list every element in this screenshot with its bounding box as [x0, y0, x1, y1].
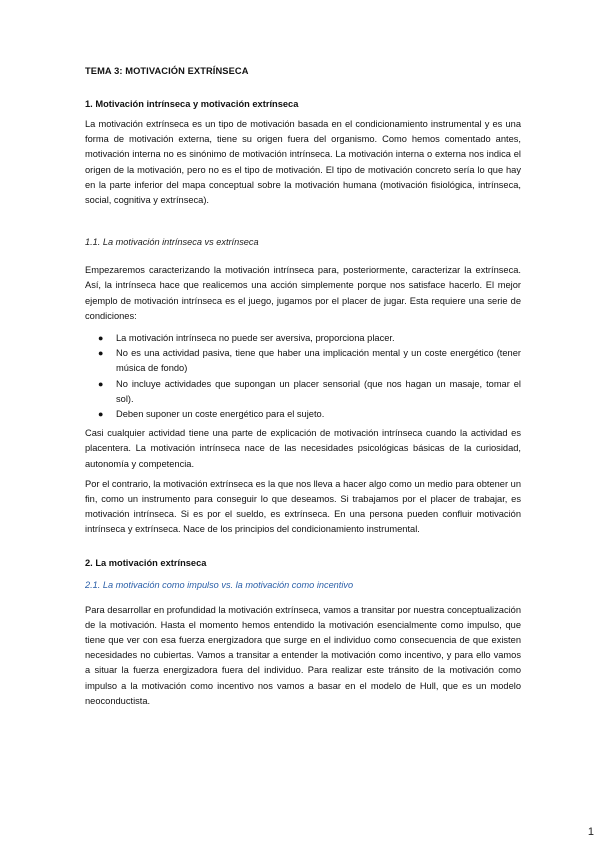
- conditions-list: [85, 331, 521, 422]
- document-content: [85, 66, 521, 709]
- list-item: ● No es una actividad pasiva, tiene que haber una implicación mental y un coste energético (tener música de fondo): [98, 348, 521, 374]
- section-1-heading: 1. Motivación intrínseca y motivación extrínseca: [85, 99, 299, 109]
- section-2-paragraph: Para desarrollar en profundidad la motivación extrínseca, vamos a transitar por nuestra conceptualización de la motivación. Hasta el momento hemos entendido la motivación esencialmente como impulso, que tiene que ver con esa fuerza energizadora que surge en el individuo como consecuencia de que existen necesidades no cubiertas. Vamos a transitar a entender la motivación como incentivo, y para ello vamos a situar la fuerza energizadora fuera del individuo. Para realizar este tránsito de la motivación como impulso a la motivación como incentivo nos vamos a basar en el modelo de Hull, que es un modelo neoconductista.: [85, 604, 521, 706]
- subsection-1-1-paragraph-3: Por el contrario, la motivación extrínseca es la que nos lleva a hacer algo como un medio para obtener un fin, como un instrumento para conseguir lo que deseamos. Si trabajamos por el placer de trabajar, es motivación intrínseca. Si es por el sueldo, es extrínseca. En una persona pueden confluir motivación intrínseca y extrínseca. Nace de los principios del condicionamiento instrumental.: [85, 478, 521, 535]
- bullet-icon: ●: [98, 348, 104, 359]
- list-item: ● La motivación intrínseca no puede ser aversiva, proporciona placer.: [85, 331, 521, 346]
- bullet-icon: ●: [98, 333, 104, 344]
- subsection-2-1-heading: 2.1. La motivación como impulso vs. la motivación como incentivo: [85, 579, 354, 590]
- subsection-1-1-paragraph-2: Casi cualquier actividad tiene una parte de explicación de motivación intrínseca cuando la actividad es placentera. La motivación intrínseca nace de las necesidades psicológicas básicas de la curiosidad, autonomía y competencia.: [85, 428, 521, 469]
- section-2-heading: 2. La motivación extrínseca: [85, 557, 207, 568]
- list-item: ● No incluye actividades que supongan un placer sensorial (que nos hagan un masaje, tomar el sol).: [98, 378, 521, 404]
- bullet-icon: ●: [98, 409, 104, 420]
- bullet-icon: ●: [98, 378, 104, 389]
- subsection-1-1-paragraph-1: Empezaremos caracterizando la motivación intrínseca para, posteriormente, caracterizar la extrínseca. Así, la intrínseca hace que realicemos una acción simplemente porque nos satisface hacerlo. El mejor ejemplo de motivación intrínseca es el juego, jugamos por el placer de jugar. Esta requiere una serie de condiciones:: [85, 265, 521, 321]
- page-number: 1: [587, 826, 594, 838]
- list-item: ● Deben suponer un coste energético para el sujeto.: [85, 407, 521, 422]
- subsection-1-1-heading: 1.1. La motivación intrínseca vs extrínseca: [85, 237, 259, 248]
- section-1-paragraph: La motivación extrínseca es un tipo de motivación basada en el condicionamiento instrumental y es una forma de motivación externa, tiene su origen fuera del organismo. Como hemos comentado antes, motivación interna no es sinónimo de motivación intrínseca. La motivación interna o externa nos indica el origen de la motivación, pero no es el tipo de motivación. El tipo de motivación concreto sería lo que hay en la parte inferior del mapa conceptual sobre la motivación humana (motivación fisiológica, intrínseca, social, cognitiva y extrínseca).: [85, 119, 521, 206]
- document-title: TEMA 3: MOTIVACIÓN EXTRÍNSECA: [85, 66, 249, 76]
